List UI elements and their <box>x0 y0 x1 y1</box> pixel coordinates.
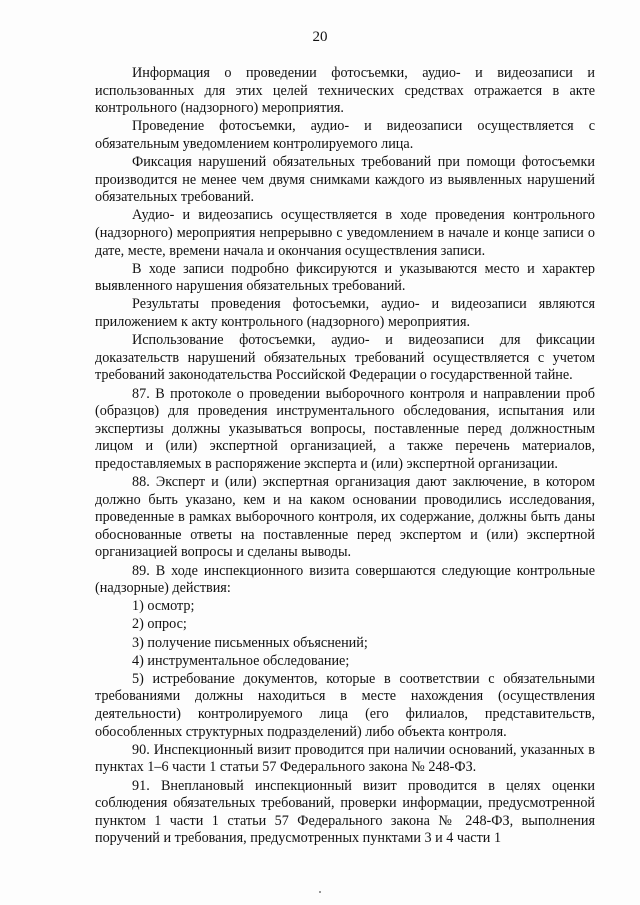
paragraph-violation-fixation: Фиксация нарушений обязательных требований при помощи фотосъемки производится не менее чем двумя снимками каждого из выявленных нарушений обязательных требований. <box>95 154 595 206</box>
paragraph-audio-video: Аудио- и видеозапись осуществляется в ходе проведения контрольного (надзорного) мероприятия непрерывно с уведомлением в начале и конце записи о дате, месте, времени начала и окончания осуществления записи. <box>95 207 595 259</box>
paragraph-photo-info: Информация о проведении фотосъемки, аудио- и видеозаписи и использованных для этих целей технических средствах отражается в акте контрольного (надзорного) мероприятия. <box>95 65 595 117</box>
list-item-instrumental-examination: 4) инструментальное обследование; <box>132 652 350 669</box>
paragraph-87: 87. В протоколе о проведении выборочного контроля и направлении проб (образцов) для проведения инструментального обследования, испытания или экспертизы должны указываться вопросы, поставленные перед должностным лицом и (или) экспертной организацией, а также перечень материалов, предоставляемых в распоряжение эксперта и (или) экспертной организации. <box>95 385 595 472</box>
page-number: 20 <box>312 29 328 45</box>
paragraph-notification: Проведение фотосъемки, аудио- и видеозаписи осуществляется с обязательным уведомлением контролируемого лица. <box>95 118 595 152</box>
list-item-written-explanations: 3) получение письменных объяснений; <box>132 634 368 651</box>
paragraph-state-secret: Использование фотосъемки, аудио- и видеозаписи для фиксации доказательств нарушений обязательных требований осуществляется с учетом требований законодательства Российской Федерации о государственной тайне. <box>95 332 595 384</box>
document-body <box>95 65 595 848</box>
list-item-survey: 2) опрос; <box>132 616 187 633</box>
paragraph-88: 88. Эксперт и (или) экспертная организация дают заключение, в котором должно быть указано, кем и на каком основании проводились исследования, проведенные в рамках выборочного контроля, их содержание, должны быть даны обоснованные ответы на поставленные перед экспертом и (или) экспертной организацией вопросы и сделаны выводы. <box>95 474 595 561</box>
scan-speck <box>319 891 321 893</box>
paragraph-91: 91. Внеплановый инспекционный визит проводится в целях оценки соблюдения обязательных требований, проверки информации, предусмотренной пунктом 1 части 1 статьи 57 Федерального закона № 248-ФЗ, выполнения поручений и требования, предусмотренных пунктами 3 и 4 части 1 <box>95 777 595 847</box>
list-item-inspection: 1) осмотр; <box>132 598 195 615</box>
paragraph-89: 89. В ходе инспекционного визита совершаются следующие контрольные (надзорные) действия: <box>95 562 595 597</box>
paragraph-90: 90. Инспекционный визит проводится при наличии оснований, указанных в пунктах 1–6 части 1 статьи 57 Федерального закона № 248-ФЗ. <box>95 741 595 776</box>
list-item-document-request: 5) истребование документов, которые в соответствии с обязательными требованиями должны находиться в месте нахождения (осуществления деятельности) контролируемого лица (его филиалов, представительств, обособленных структурных подразделений) либо объекта контроля. <box>95 670 595 740</box>
paragraph-results-attachment: Результаты проведения фотосъемки, аудио- и видеозаписи являются приложением к акту контрольного (надзорного) мероприятия. <box>95 296 595 331</box>
paragraph-recording-details: В ходе записи подробно фиксируются и указываются место и характер выявленного нарушения обязательных требований. <box>95 260 595 295</box>
